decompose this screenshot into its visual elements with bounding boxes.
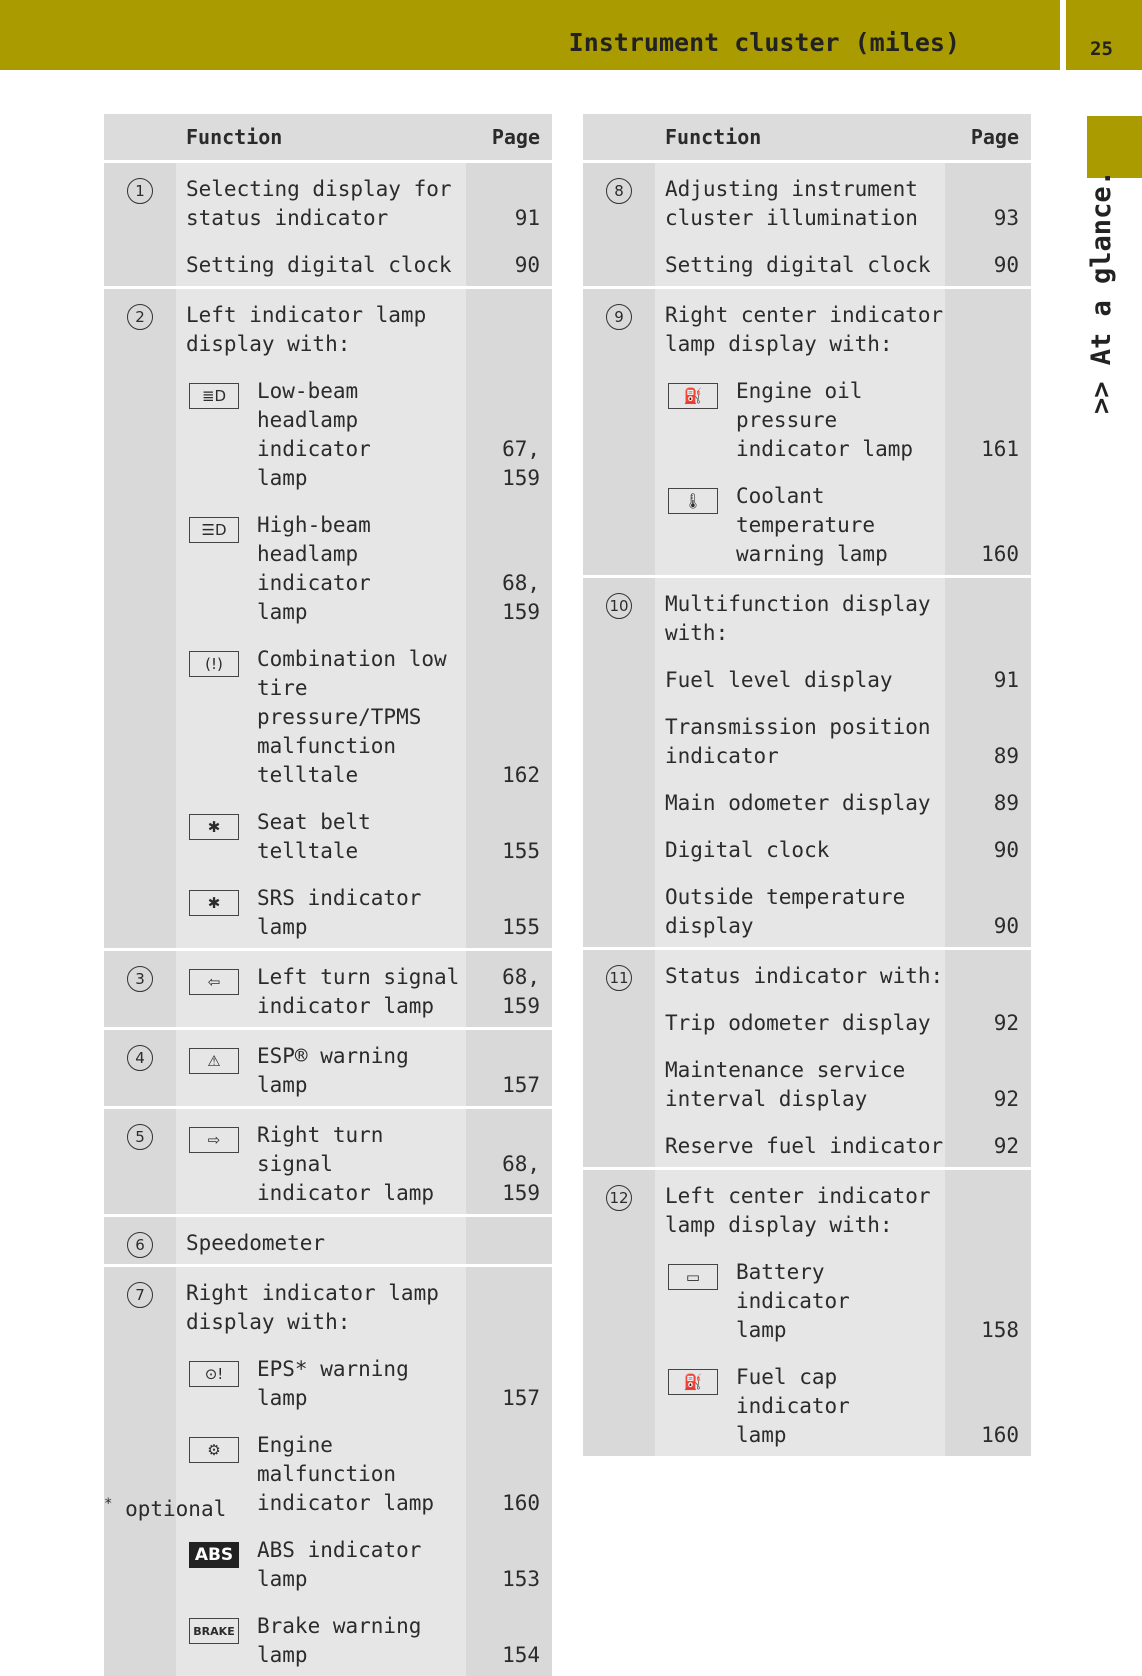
- function-text: Main odometer display: [665, 789, 945, 818]
- function-row: [176, 289, 552, 365]
- function-text: Combination low tire pressure/TPMS malfunction telltale: [257, 645, 466, 790]
- function-group-10: [583, 577, 1031, 949]
- page-number-box: [1066, 0, 1142, 70]
- page-ref: 90: [466, 251, 552, 280]
- function-row: [176, 796, 552, 872]
- function-cell: [655, 288, 1031, 577]
- page-ref: 162: [466, 761, 552, 790]
- item-number: 3: [127, 966, 153, 992]
- item-number-cell: [104, 950, 176, 1029]
- function-cell: [176, 1029, 552, 1108]
- function-text: ESP® warning lamp: [257, 1042, 466, 1100]
- function-row: [655, 654, 1031, 701]
- item-number: 10: [606, 593, 632, 619]
- function-group-11: [583, 949, 1031, 1169]
- function-cell: [655, 577, 1031, 949]
- eps-warning-icon: ⊙!: [189, 1361, 239, 1387]
- function-text: Battery indicator lamp: [736, 1258, 945, 1345]
- footnote-mark: *: [104, 1496, 112, 1512]
- function-text: Outside temperature display: [665, 883, 945, 941]
- function-row: [655, 950, 1031, 997]
- function-text: EPS* warning lamp: [257, 1355, 466, 1413]
- item-number: 4: [127, 1045, 153, 1071]
- page-ref: 161: [945, 435, 1031, 464]
- fuel-cap-icon: ⛽: [668, 1369, 718, 1395]
- item-number-cell: [583, 949, 655, 1169]
- function-row: [655, 1170, 1031, 1246]
- item-number-cell: [104, 1266, 176, 1676]
- function-cell: [655, 162, 1031, 288]
- function-cell: [176, 1266, 552, 1676]
- item-number-cell: [104, 162, 176, 288]
- function-text: Left indicator lamp display with:: [186, 301, 466, 359]
- page-ref: 67, 159: [466, 435, 552, 493]
- function-text: Maintenance service interval display: [665, 1056, 945, 1114]
- tire-pressure-icon: (!): [189, 651, 239, 677]
- function-cell: [176, 1216, 552, 1266]
- function-group-6: [104, 1216, 552, 1266]
- item-number: 1: [127, 178, 153, 204]
- low-beam-icon: ≣D: [189, 383, 239, 409]
- function-row: [176, 1600, 552, 1676]
- function-group-12: [583, 1169, 1031, 1457]
- function-row: [176, 1030, 552, 1106]
- function-row: [655, 470, 1031, 575]
- page-ref: 91: [466, 204, 552, 233]
- side-tab-marker: [1087, 116, 1142, 178]
- function-text: Selecting display for status indicator: [186, 175, 466, 233]
- right-turn-signal-icon: ⇨: [189, 1127, 239, 1153]
- function-text: Adjusting instrument cluster illumination: [665, 175, 945, 233]
- function-cell: [176, 288, 552, 950]
- left-function-table: [104, 114, 552, 1676]
- function-text: Digital clock: [665, 836, 945, 865]
- function-row: [655, 578, 1031, 654]
- function-header: Function: [176, 114, 466, 162]
- function-group-7: [104, 1266, 552, 1676]
- function-row: [176, 951, 552, 1027]
- function-cell: [176, 162, 552, 288]
- function-text: Left turn signal indicator lamp: [257, 963, 466, 1021]
- page-ref: 158: [945, 1316, 1031, 1345]
- function-row: [655, 365, 1031, 470]
- coolant-temp-icon: 🌡: [668, 488, 718, 514]
- function-text: Status indicator with:: [665, 962, 945, 991]
- function-text: Fuel level display: [665, 666, 945, 695]
- item-number-cell: [583, 288, 655, 577]
- item-number: 9: [606, 304, 632, 330]
- side-tab-label: >> At a glance.: [1086, 170, 1117, 414]
- header-bar: [0, 0, 1060, 70]
- function-text: SRS indicator lamp: [257, 884, 466, 942]
- function-text: Brake warning lamp: [257, 1612, 466, 1670]
- function-text: Right center indicator lamp display with:: [665, 301, 945, 359]
- function-group-5: [104, 1108, 552, 1216]
- function-text: Right indicator lamp display with:: [186, 1279, 466, 1337]
- function-row: [176, 499, 552, 633]
- function-text: Reserve fuel indicator: [665, 1132, 945, 1161]
- left-turn-signal-icon: ⇦: [189, 969, 239, 995]
- function-row: [655, 824, 1031, 871]
- function-text: Engine oil pressure indicator lamp: [736, 377, 945, 464]
- item-number-cell: [104, 1108, 176, 1216]
- function-row: [176, 163, 552, 239]
- item-number-cell: [583, 577, 655, 949]
- item-number-cell: [104, 1216, 176, 1266]
- page-header-cell: Page: [466, 114, 552, 162]
- function-row: [655, 701, 1031, 777]
- item-number-cell: [104, 1029, 176, 1108]
- function-text: Seat belt telltale: [257, 808, 466, 866]
- function-row: [176, 1109, 552, 1214]
- function-row: [176, 1267, 552, 1343]
- page-ref: 90: [945, 251, 1031, 280]
- function-row: [176, 1217, 552, 1264]
- page-ref: 92: [945, 1132, 1031, 1161]
- page-ref: 68, 159: [466, 963, 552, 1021]
- page-ref: 155: [466, 913, 552, 942]
- function-row: [655, 997, 1031, 1044]
- item-number: 5: [127, 1124, 153, 1150]
- item-number: 2: [127, 304, 153, 330]
- page-ref: 91: [945, 666, 1031, 695]
- page-ref: 90: [945, 912, 1031, 941]
- function-group-3: [104, 950, 552, 1029]
- function-group-9: [583, 288, 1031, 577]
- function-text: ABS indicator lamp: [257, 1536, 466, 1594]
- function-cell: [176, 950, 552, 1029]
- function-text: Low-beam headlamp indicator lamp: [257, 377, 466, 493]
- function-row: [176, 1343, 552, 1419]
- esp-warning-icon: ⚠: [189, 1048, 239, 1074]
- battery-icon: ▭: [668, 1264, 718, 1290]
- num-header: [104, 114, 176, 162]
- page-ref: 92: [945, 1009, 1031, 1038]
- page-ref: 160: [945, 540, 1031, 569]
- function-header: Function: [655, 114, 945, 162]
- function-row: [655, 289, 1031, 365]
- function-cell: [176, 1108, 552, 1216]
- function-row: [655, 163, 1031, 239]
- item-number: 12: [606, 1185, 632, 1211]
- item-number-cell: [583, 162, 655, 288]
- page-number: 25: [1090, 38, 1113, 60]
- page-ref: 155: [466, 837, 552, 866]
- function-group-2: [104, 288, 552, 950]
- function-cell: [655, 949, 1031, 1169]
- page-ref: 157: [466, 1071, 552, 1100]
- function-row: [655, 1120, 1031, 1167]
- function-text: Setting digital clock: [665, 251, 945, 280]
- brake-icon: BRAKE: [189, 1618, 239, 1644]
- function-text: Setting digital clock: [186, 251, 466, 280]
- abs-icon: ABS: [189, 1542, 239, 1568]
- function-text: Coolant temperature warning lamp: [736, 482, 945, 569]
- page-ref: 154: [466, 1641, 552, 1670]
- page-ref: 93: [945, 204, 1031, 233]
- page-ref: 90: [945, 836, 1031, 865]
- function-text: High-beam headlamp indicator lamp: [257, 511, 466, 627]
- function-text: Left center indicator lamp display with:: [665, 1182, 945, 1240]
- page-ref: 160: [945, 1421, 1031, 1450]
- footnote-text: optional: [125, 1497, 226, 1521]
- item-number: 11: [606, 965, 632, 991]
- page-header: [0, 0, 1142, 70]
- function-group-8: [583, 162, 1031, 288]
- function-group-4: [104, 1029, 552, 1108]
- footnote: [104, 1496, 226, 1521]
- function-text: Fuel cap indicator lamp: [736, 1363, 945, 1450]
- engine-malfunction-icon: ⚙: [189, 1437, 239, 1463]
- function-row: [655, 1246, 1031, 1351]
- function-row: [176, 633, 552, 796]
- oil-pressure-icon: ⛽: [668, 383, 718, 409]
- function-row: [655, 239, 1031, 286]
- item-number: 8: [606, 178, 632, 204]
- page-ref: 68, 159: [466, 1150, 552, 1208]
- function-text: Right turn signal indicator lamp: [257, 1121, 466, 1208]
- function-text: Transmission position indicator: [665, 713, 945, 771]
- item-number-cell: [104, 288, 176, 950]
- function-row: [176, 1524, 552, 1600]
- item-number: 7: [127, 1282, 153, 1308]
- num-header: [583, 114, 655, 162]
- item-number-cell: [583, 1169, 655, 1457]
- function-group-1: [104, 162, 552, 288]
- function-row: [176, 365, 552, 499]
- function-text: Multifunction display with:: [665, 590, 945, 648]
- page-header-cell: Page: [945, 114, 1031, 162]
- function-row: [176, 1419, 552, 1524]
- page-ref: 89: [945, 742, 1031, 771]
- page-ref: 153: [466, 1565, 552, 1594]
- function-row: [655, 1351, 1031, 1456]
- page-ref: 160: [466, 1489, 552, 1518]
- page-ref: 68, 159: [466, 569, 552, 627]
- function-row: [176, 239, 552, 286]
- function-text: Engine malfunction indicator lamp: [257, 1431, 466, 1518]
- function-row: [655, 1044, 1031, 1120]
- page-ref: 92: [945, 1085, 1031, 1114]
- function-row: [176, 872, 552, 948]
- right-function-table: [583, 114, 1031, 1456]
- function-row: [655, 777, 1031, 824]
- srs-airbag-icon: ✱: [189, 890, 239, 916]
- page-title: Instrument cluster (miles): [569, 28, 960, 57]
- high-beam-icon: ☰D: [189, 517, 239, 543]
- function-row: [655, 871, 1031, 947]
- seat-belt-icon: ✱: [189, 814, 239, 840]
- item-number: 6: [127, 1232, 153, 1258]
- function-text: Trip odometer display: [665, 1009, 945, 1038]
- page-ref: 89: [945, 789, 1031, 818]
- function-cell: [655, 1169, 1031, 1457]
- page-ref: 157: [466, 1384, 552, 1413]
- function-text: Speedometer: [186, 1229, 466, 1258]
